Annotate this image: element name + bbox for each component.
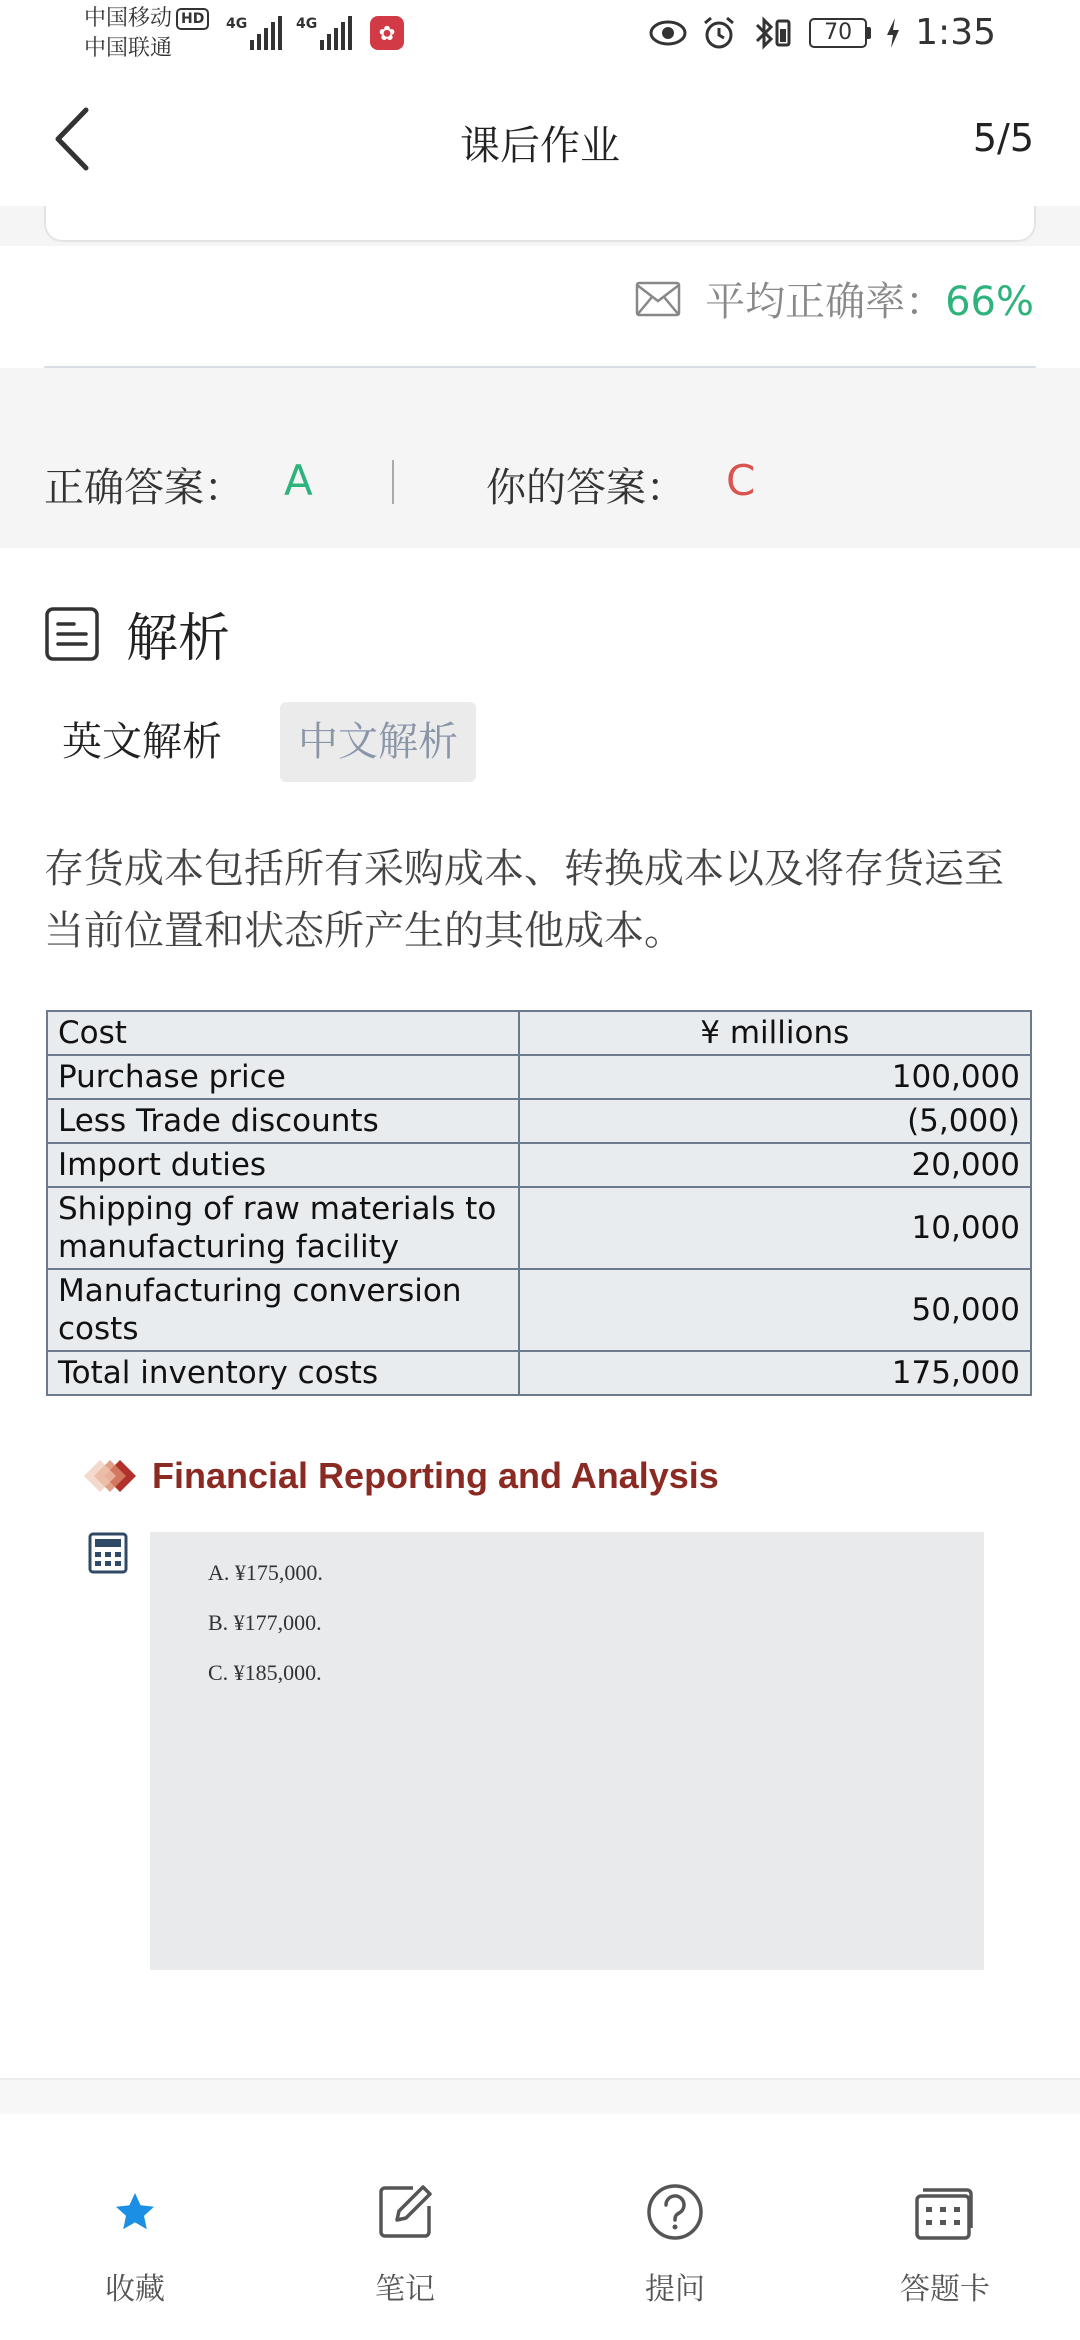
question-card-edge (44, 206, 1036, 242)
option-b: B. ¥177,000. (208, 1610, 322, 1635)
inventory-cost-table (46, 1010, 1032, 1396)
table-header-row (47, 1011, 1031, 1055)
option-a: A. ¥175,000. (208, 1560, 323, 1585)
nav-label: 笔记 (375, 2272, 435, 2307)
status-bar (0, 0, 1080, 72)
table-cell: (5,000) (519, 1099, 1031, 1143)
table-header-cell: ¥ millions (519, 1011, 1031, 1055)
app-notification-icon: ✿ (370, 16, 404, 50)
option-c: C. ¥185,000. (208, 1660, 322, 1685)
status-right (649, 12, 996, 53)
nav-answer-card[interactable] (835, 2180, 1055, 2340)
diamond-logo-icon (80, 1452, 142, 1500)
table-cell: Manufacturing conversion costs (47, 1269, 519, 1351)
analysis-text: 存货成本包括所有采购成本、转换成本以及将存货运至当前位置和状态所产生的其他成本。 (44, 846, 1004, 954)
table-row (47, 1187, 1031, 1269)
answer-separator (392, 460, 394, 504)
table-cell: 100,000 (519, 1055, 1031, 1099)
bottom-nav (0, 2180, 1080, 2340)
note-edit-icon (373, 2180, 437, 2244)
accuracy-row (635, 270, 1034, 327)
table-row (47, 1143, 1031, 1187)
table-cell: Total inventory costs (47, 1351, 519, 1395)
table-cell: Shipping of raw materials to manufacturing facility (47, 1187, 519, 1269)
your-answer-value: C (726, 456, 756, 505)
document-icon (44, 606, 100, 662)
table-cell: Less Trade discounts (47, 1099, 519, 1143)
average-accuracy: 平均正确率：66% (705, 279, 1034, 325)
carrier-info (84, 4, 209, 64)
table-row (47, 1351, 1031, 1395)
book-title-row (80, 1452, 719, 1500)
question-counter: 5/5 (972, 116, 1034, 160)
signal-indicators (226, 14, 404, 50)
carrier-2: 中国联通 (84, 36, 173, 61)
eye-icon (649, 19, 687, 47)
correct-answer-value: A (284, 456, 313, 505)
accuracy-value: 66% (945, 279, 1034, 325)
book-title: Financial Reporting and Analysis (152, 1455, 719, 1496)
question-icon (643, 2180, 707, 2244)
analysis-tabs (44, 702, 476, 782)
signal-2-icon: 4G (296, 14, 352, 50)
signal-1-icon: 4G (226, 14, 282, 50)
options-box (150, 1532, 984, 1970)
analysis-header (44, 596, 230, 671)
alarm-icon (701, 15, 737, 51)
answer-card-icon (913, 2180, 977, 2244)
table-cell: 10,000 (519, 1187, 1031, 1269)
tab-english-analysis[interactable]: 英文解析 (62, 719, 222, 765)
nav-ask[interactable] (565, 2180, 785, 2340)
table-header-cell: Cost (47, 1011, 519, 1055)
table-cell: 50,000 (519, 1269, 1031, 1351)
tab-chinese-analysis[interactable]: 中文解析 (280, 702, 476, 782)
hd-badge: HD (176, 8, 209, 30)
correct-answer-label: 正确答案： (44, 465, 244, 511)
status-time: 1:35 (915, 12, 996, 53)
table-cell: 20,000 (519, 1143, 1031, 1187)
header (0, 72, 1080, 206)
mail-icon[interactable] (635, 279, 681, 319)
your-answer-label: 你的答案： (486, 465, 686, 511)
answer-band (0, 368, 1080, 548)
page-title: 课后作业 (460, 123, 620, 169)
bluetooth-vibrate-icon (751, 15, 795, 51)
table-row (47, 1099, 1031, 1143)
table-cell: Purchase price (47, 1055, 519, 1099)
nav-label: 提问 (645, 2272, 705, 2307)
nav-label: 答题卡 (900, 2272, 990, 2307)
table-cell: 175,000 (519, 1351, 1031, 1395)
bottom-spacer (0, 2080, 1080, 2114)
table-row (47, 1269, 1031, 1351)
battery-icon: 70 (809, 18, 871, 48)
table-cell: Import duties (47, 1143, 519, 1187)
carrier-1: 中国移动 (84, 6, 173, 31)
nav-label: 收藏 (105, 2272, 165, 2307)
analysis-title: 解析 (126, 609, 231, 669)
calculator-icon[interactable] (88, 1532, 128, 1574)
nav-notes[interactable] (295, 2180, 515, 2340)
star-icon (103, 2180, 167, 2244)
charging-icon (885, 18, 901, 48)
table-row (47, 1055, 1031, 1099)
nav-favorite[interactable] (25, 2180, 245, 2340)
